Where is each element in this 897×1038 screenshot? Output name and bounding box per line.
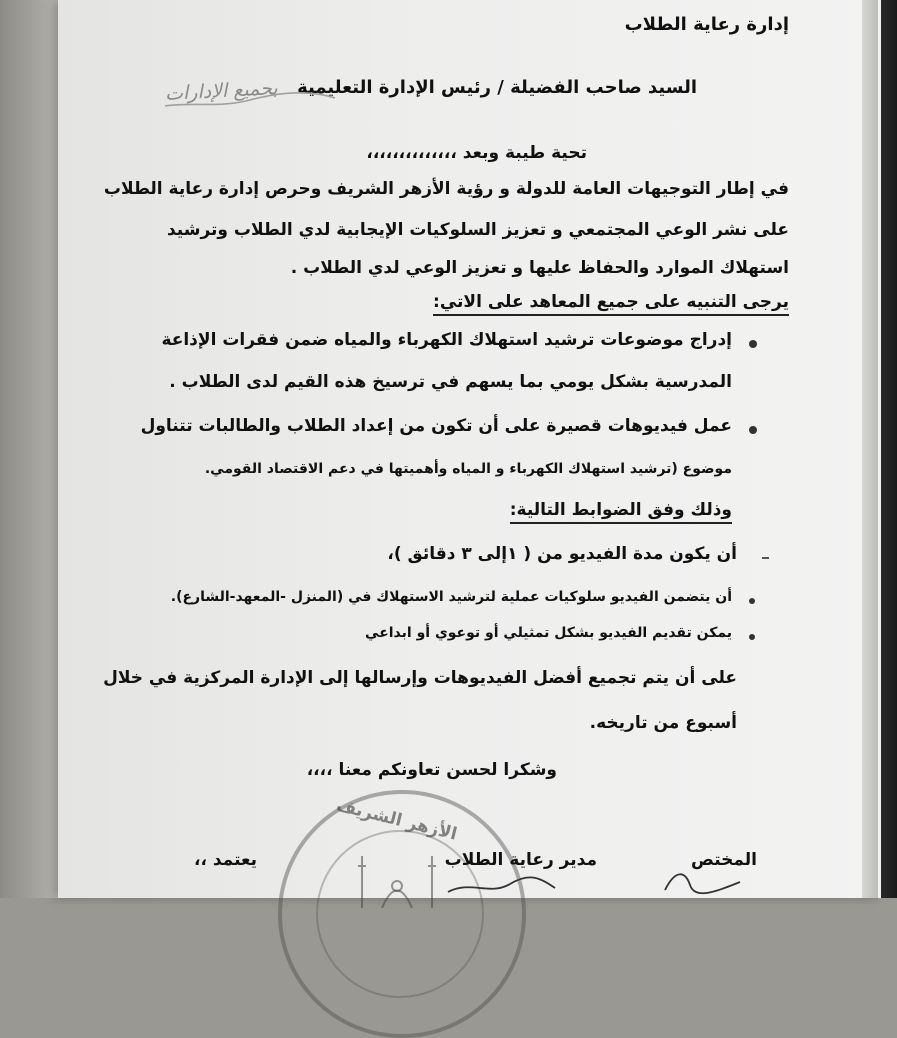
intro-line-2: على نشر الوعي المجتمعي و تعزيز السلوكيات الإيجابية لدي الطلاب وترشيد bbox=[166, 220, 789, 240]
rule-2: أن يتضمن الفيديو سلوكيات عملية لترشيد الاستهلاك في (المنزل -المعهد-الشارع). bbox=[170, 589, 732, 605]
document-header: إدارة رعاية الطلاب bbox=[624, 14, 789, 35]
intro-line-1: في إطار التوجيهات العامة للدولة و رؤية الأزهر الشريف وحرص إدارة رعاية الطلاب bbox=[103, 179, 789, 199]
bullet-2 bbox=[749, 426, 757, 434]
rules-heading: وذلك وفق الضوابط التالية: bbox=[510, 500, 732, 520]
greeting: تحية طيبة وبعد ،،،،،،،،،،،،،، bbox=[366, 143, 587, 163]
closing-line-1: على أن يتم تجميع أفضل الفيديوهات وإرسالها إلى الإدارة المركزية في خلال bbox=[103, 668, 737, 688]
dash-1 bbox=[762, 557, 769, 559]
specialist-signature-scribble bbox=[655, 860, 750, 898]
thanks-line: وشكرا لحسن تعاونكم معنا ،،،، bbox=[306, 760, 557, 780]
bullet-3 bbox=[749, 598, 755, 604]
notice-heading: يرجى التنبيه على جميع المعاهد على الاتي: bbox=[433, 292, 789, 312]
bullet-1 bbox=[749, 340, 757, 348]
handwriting-scribble bbox=[160, 78, 400, 112]
rule-1: أن يكون مدة الفيديو من ( ١إلى ٣ دقائق )، bbox=[387, 544, 737, 564]
signature-specialist: المختص bbox=[691, 850, 757, 870]
item1-line-1: إدراج موضوعات ترشيد استهلاك الكهرباء والمياه ضمن فقرات الإذاعة bbox=[161, 330, 732, 350]
handwritten-addressee: بجميع الإدارات bbox=[164, 77, 279, 105]
signature-approved: يعتمد ،، bbox=[194, 850, 257, 870]
director-signature-scribble bbox=[440, 870, 560, 898]
background-left bbox=[0, 0, 60, 898]
addressee-line: السيد صاحب الفضيلة / رئيس الإدارة التعليمية bbox=[297, 77, 697, 98]
stamp-mosque-emblem bbox=[342, 848, 452, 908]
intro-line-3: استهلاك الموارد والحفاظ عليها و تعزيز الوعي لدي الطلاب . bbox=[290, 258, 789, 278]
closing-line-2: أسبوع من تاريخه. bbox=[589, 713, 737, 733]
page-edge bbox=[862, 0, 878, 898]
background-right bbox=[879, 0, 897, 898]
bullet-4 bbox=[749, 634, 755, 640]
item2-line-1: عمل فيديوهات قصيرة على أن تكون من إعداد الطلاب والطالبات تتناول bbox=[140, 416, 732, 436]
stamp-text: الأزهر الشريف bbox=[334, 795, 459, 845]
signature-director: مدير رعاية الطلاب bbox=[444, 850, 597, 870]
rule-3: يمكن تقديم الفيديو بشكل تمثيلي أو توعوي أو ابداعي bbox=[365, 625, 732, 641]
item2-line-2: موضوع (ترشيد استهلاك الكهرباء و المياه وأهميتها في دعم الاقتصاد القومي. bbox=[204, 461, 732, 477]
item1-line-2: المدرسية بشكل يومي بما يسهم في ترسيخ هذه القيم لدى الطلاب . bbox=[169, 372, 732, 392]
